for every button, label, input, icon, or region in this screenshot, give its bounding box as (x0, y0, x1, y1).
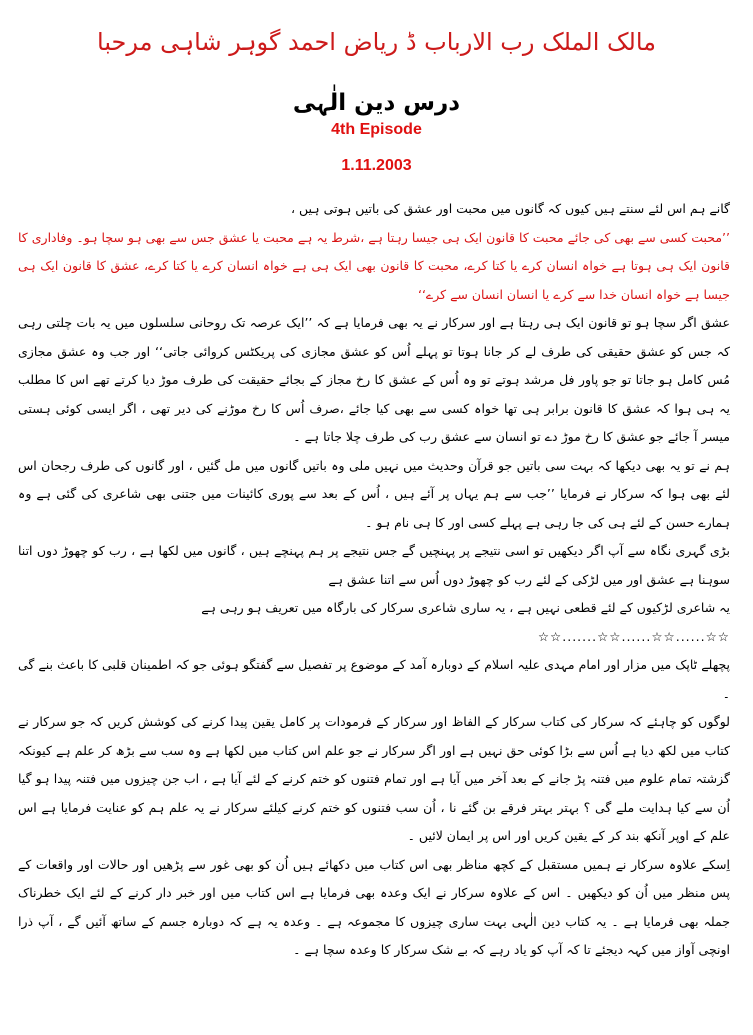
paragraph-intro: گانے ہم اس لئے سنتے ہیں کیوں کہ گانوں میں محبت اور عشق کی باتیں ہوتی ہیں ، (291, 201, 730, 216)
quote-paragraph: ’’محبت کسی سے بھی کی جائے محبت کا قانون ایک ہی جیسا رہتا ہے ،شرط یہ ہے محبت یا عشق جس سے بھی ہو سچا ہو۔ وفاداری کا قانون ایک ہی ہوتا ہے خواہ انسان کرے یا کتا کرے، محبت کا قانون بھی ایک ہی ہے خواہ انسان کرے یا کتا کرے، عشق کا قانون ایک ہی جیسا ہے خواہ انسان خدا سے کرے یا انسان انسان سے کرے‘‘ (18, 229, 730, 302)
document-subtitle: درس دین الٰہی (292, 90, 461, 116)
document-body (18, 195, 730, 965)
paragraph-ishq: عشق اگر سچا ہو تو قانون ایک ہی رہتا ہے اور سرکار نے یہ بھی فرمایا ہے کہ ’’ایک عرصہ تک روحانی سلسلوں میں یہ بات چلتی رہی کہ جس کو عشق حقیقی کی طرف لے کر جانا ہوتا تو پہلے اُس کو عشق مجازی کی پریکٹس کروائی جاتی‘‘ اور جب وہ عشق مجازی مُس کامل ہو جاتا تو جو پاور فل مرشد ہوتے تو وہ اُس کے عشق کا رخ مجاز کے بجائے حقیقت کی طرف موڑ دیا کرتے تھے اس کا مطلب یہ ہی ہوا کہ عشق کا قانون برابر ہی تھا خواہ کسی سے بھی کیا جائے ،صرف اُس کا رخ موڑنے کی دیر تھی ، اگر ایسی کوئی ہستی میسر آ جائے جو عشق کا رخ موڑ دے تو انسان سے عشق رب کی طرف چلا جاتا ہے ۔ (18, 315, 730, 444)
episode-date: 1.11.2003 (341, 157, 412, 174)
star-divider: ☆☆.......☆☆......☆☆......☆☆ (537, 628, 730, 644)
paragraph-insight: بڑی گہری نگاہ سے آپ اگر دیکھیں تو اسی نتیجے پر پہنچیں گے جس نتیجے پر ہم پہنچے ہیں ، گانوں میں لکھا ہے ، رب کو چھوڑ دوں اتنا سوہنا ہے عشق اور میں لڑکی کے لئے رب کو چھوڑ دوں اُس سے اتنا عشق ہے (18, 543, 731, 587)
episode-label: 4th Episode (331, 121, 422, 138)
paragraph-songs: ہم نے تو یہ بھی دیکھا کہ بہت سی باتیں جو قرآن وحدیث میں نہیں ملی وہ باتیں گانوں میں مل گئیں ، اور گانوں کی طرف رجحان اس لئے بھی ہوا کہ سرکار نے فرمایا ’’جب سے ہم یہاں پر آئے ہیں ، اُس کے بعد سے پوری کائینات میں جتنی بھی شاعری کی گئی ہے وہ ہمارے حسن کے لئے ہی کی جا رہی ہے پہلے کسی اور کا ہی نام ہو ۔ (18, 457, 730, 530)
paragraph-future: اِسکے علاوہ سرکار نے ہمیں مستقبل کے کچھ مناظر بھی اس کتاب میں دکھائے ہیں اُن کو بھی غور سے پڑھیں اور حالات اور واقعات کے پس منظر میں اُن کو دیکھیں ۔ اس کے علاوہ سرکار نے ایک وعدہ بھی فرمایا ہے اس کتاب میں اور خبر دار کرنے کے لئے ایک خطرناک جملہ بھی فرمایا ہے ۔ یہ کتاب دین الٰہی بہت ساری چیزوں کا مجموعہ ہے ۔ وعدہ یہ ہے کہ دوبارہ جسم کے ساتھ آئیں گے ، آپ ذرا اونچی آواز میں کہہ دیجئے تا کہ آپ کو یاد رہے کہ بے شک سرکار کا وعدہ سچا ہے ۔ (18, 856, 730, 957)
paragraph-book: لوگوں کو چاہئے کہ سرکار کی کتاب سرکار کے الفاظ اور سرکار کے فرمودات پر کامل یقین پیدا کرنے کی کوشش کریں کہ جو سرکار نے کتاب میں لکھ دیا ہے اُس سے بڑا کوئی حق نہیں ہے اور اگر سرکار نے جو علم اس کتاب میں لکھا ہے وہ سب سے بڑھ کر علم ہے کیونکہ گزشتہ تمام علوم میں فتنہ پڑ جانے کے بعد آخر میں آیا ہے اور تمام فتنوں کو ختم کرنے کے لئے آیا ہے ، اب جن چیزوں میں فتنہ پیدا ہو گیا اُن سے کیا ہدایت ملے گی ؟ بہتر بہتر فرقے بن گئے نا ، اُن سب فتنوں کو ختم کرنے کیلئے سرکار نے یہ علم ہم کو عنایت فرمایا ہے اس علم کے اوپر آنکھ بند کر کے یقین کریں اور اس پر ایمان لائیں ۔ (18, 714, 730, 843)
paragraph-poetry: یہ شاعری لڑکیوں کے لئے قطعی نہیں ہے ، یہ ساری شاعری سرکار کی بارگاہ میں تعریف ہو رہی ہے (201, 600, 730, 615)
paragraph-previous-topic: پچھلے ٹاپک میں مزار اور امام مہدی علیہ اسلام کے دوبارہ آمد کے موضوع پر تفصیل سے گفتگو ہوئی جو کہ اطمینان قلبی کا باعث بنے گی ۔ (18, 657, 730, 701)
document-title: مالک الملک رب الارباب ڈ ریاض احمد گوہر شاہی مرحبا (97, 28, 656, 56)
